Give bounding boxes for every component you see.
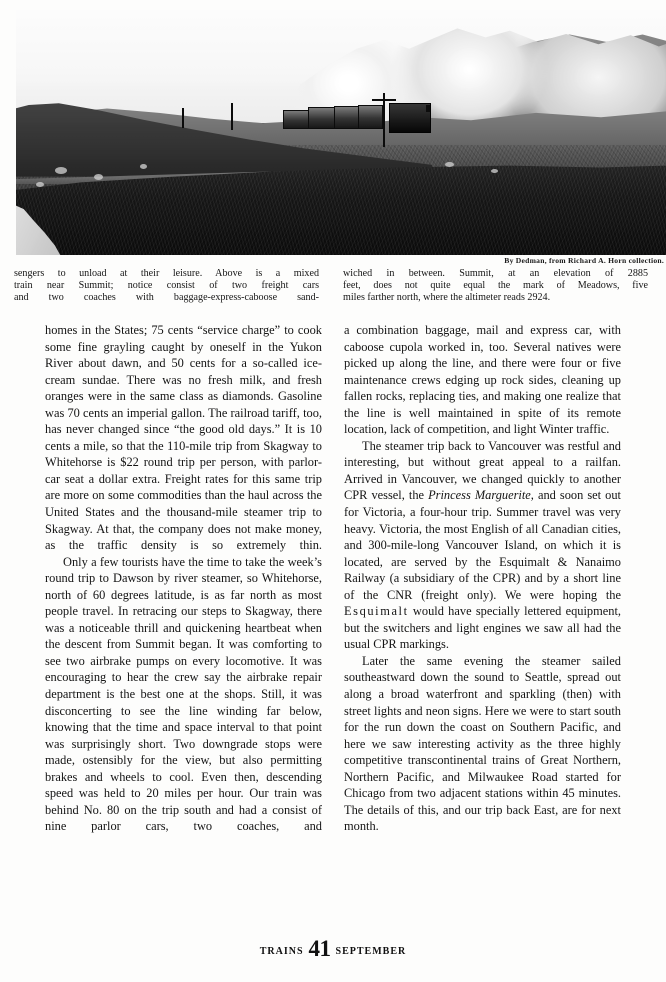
article-body [45, 322, 621, 835]
body-column-right [344, 322, 621, 835]
page-footer [0, 936, 666, 962]
photo-rock [36, 182, 44, 187]
photo-scene [16, 10, 666, 255]
body-paragraph-steamer [344, 438, 621, 653]
photo-train-coach [308, 107, 334, 129]
caption-line: miles farther north, where the altimeter reads 2924. [343, 292, 551, 304]
photo-steam-locomotive [389, 103, 431, 133]
ship-name-princess-marguerite: Princess Marguerite, [428, 488, 534, 503]
telegraph-pole-icon [182, 108, 184, 128]
photo-rock [55, 167, 67, 174]
paragraph-text-mid: and soon set out for Victoria, a four-hour trip. Summer travel was very heavy. Victoria, the most English of all Canadian cities, and 300-mile-long Vancouver Island, on which it is located, are served by the Esquimalt & Nanaimo Railway (a subsidiary of the CPR) and by a short line of the CNR (freight only). We were hoping the [344, 488, 621, 602]
photo-locomotive-smokestack [426, 105, 430, 112]
caption-line: train near Summit; notice consist of two freight cars [14, 280, 319, 292]
page-number: 41 [308, 936, 331, 961]
telegraph-pole-icon [231, 103, 233, 130]
body-column-left [45, 322, 322, 835]
photo-mixed-train [283, 98, 426, 137]
photo-credit: By Dedman, from Richard A. Horn collection. [504, 256, 664, 265]
issue-month: SEPTEMBER [335, 946, 407, 957]
caption-line: sengers to unload at their leisure. Above is a mixed [14, 268, 319, 279]
body-paragraph: homes in the States; 75 cents “service charge” to cook some fine grayling caught by oneself in the Yukon River about dawn, and 50 cents for a so-called ice-cream sundae. There was no fresh milk, and fresh oranges were in the same class as diamonds. Gasoline was 70 cents an imperial gallon. The railroad tariff, too, has never changed since “the good old days.” It is 10 cents a mile, so that the 110-mile trip from Skagway to Whitehorse is $22 round trip per person, with parlor-car seat a dollar extra. Freight rates for this same trip are more on some commodities than the haul across the United States and the thousand-mile steamer trip to Skagway. At that, the company does not make money, as the traffic density is so extremely thin. [45, 323, 322, 553]
photo-rock [445, 162, 454, 167]
caption-line: feet, does not quite equal the mark of Meadows, five [343, 280, 648, 292]
caption-continuation [14, 268, 654, 305]
body-paragraph: Only a few tourists have the time to take the week’s round trip to Dawson by river steamer, so Whitehorse, north of 60 degrees latitude, is as far north as most people travel. In retracing our steps to Skagway, there was a noticeable thrill and quickening heartbeat when the descent from Summit began. It was comforting to see two airbrake pumps on every locomotive. It was encouraging to hear the crew say the airbrake repair department is the best one at the shops. Still, it was disconcerting to see the line winding far below, knowing that the time and space interval to that point was surprisingly short. Two downgrade stops were made, ostensibly for the view, but also permitting brakes and wheels to cool. Even then, descending speed was held to 20 miles per hour. Our train was behind No. 80 on the trip south and had a consist of nine parlor cars, two coaches, and [45, 554, 322, 834]
body-paragraph: a combination baggage, mail and express car, with caboose cupola worked in, too. Several natives were picked up along the line, and there were four or five maintenance crews edging up rock sides, cleaning up fallen rocks, replacing ties, and making one realize that the line is well maintained in spite of its remote location, lack of competition, and light Winter traffic. [344, 323, 621, 437]
caption-continuation-left [14, 268, 319, 305]
caption-continuation-right [343, 268, 648, 305]
body-paragraph: Later the same evening the steamer sailed southeastward down the sound to Seattle, spread out along a broad waterfront and sparkling (then) with street lights and neon signs. Here we were to start south for the run down the coast on Southern Pacific, and here we saw interesting activity as the three highly competitive transcontinental trains of Great Northern, Northern Pacific, and Milwaukee Road started for Chicago from two adjacent stations within 45 minutes. The details of this, and our trip back East, are for next month. [344, 653, 621, 834]
photo-train-freight-car [334, 106, 359, 128]
caption-line: wiched in between. Summit, at an elevation of 2885 [343, 268, 648, 279]
railway-name-esquimalt: Esquimalt [344, 604, 409, 619]
paragraph-text-pre: The steamer trip back to Vancouver was restful and interesting, but without great appeal to a railfan. Arrived in Vancouver, we changed quickly to another CPR vessel, the [344, 438, 621, 503]
photo-train-coach [283, 110, 309, 129]
caption-line: and two coaches with baggage-express-caboose sand- [14, 292, 319, 304]
photo-rock [491, 169, 498, 173]
magazine-name: TRAINS [259, 946, 304, 957]
article-photograph [16, 10, 666, 255]
photo-train-freight-car [358, 105, 383, 129]
paragraph-text-post: would have specially lettered equipment, but the switchers and light engines we saw all had the usual CPR markings. [344, 604, 621, 652]
